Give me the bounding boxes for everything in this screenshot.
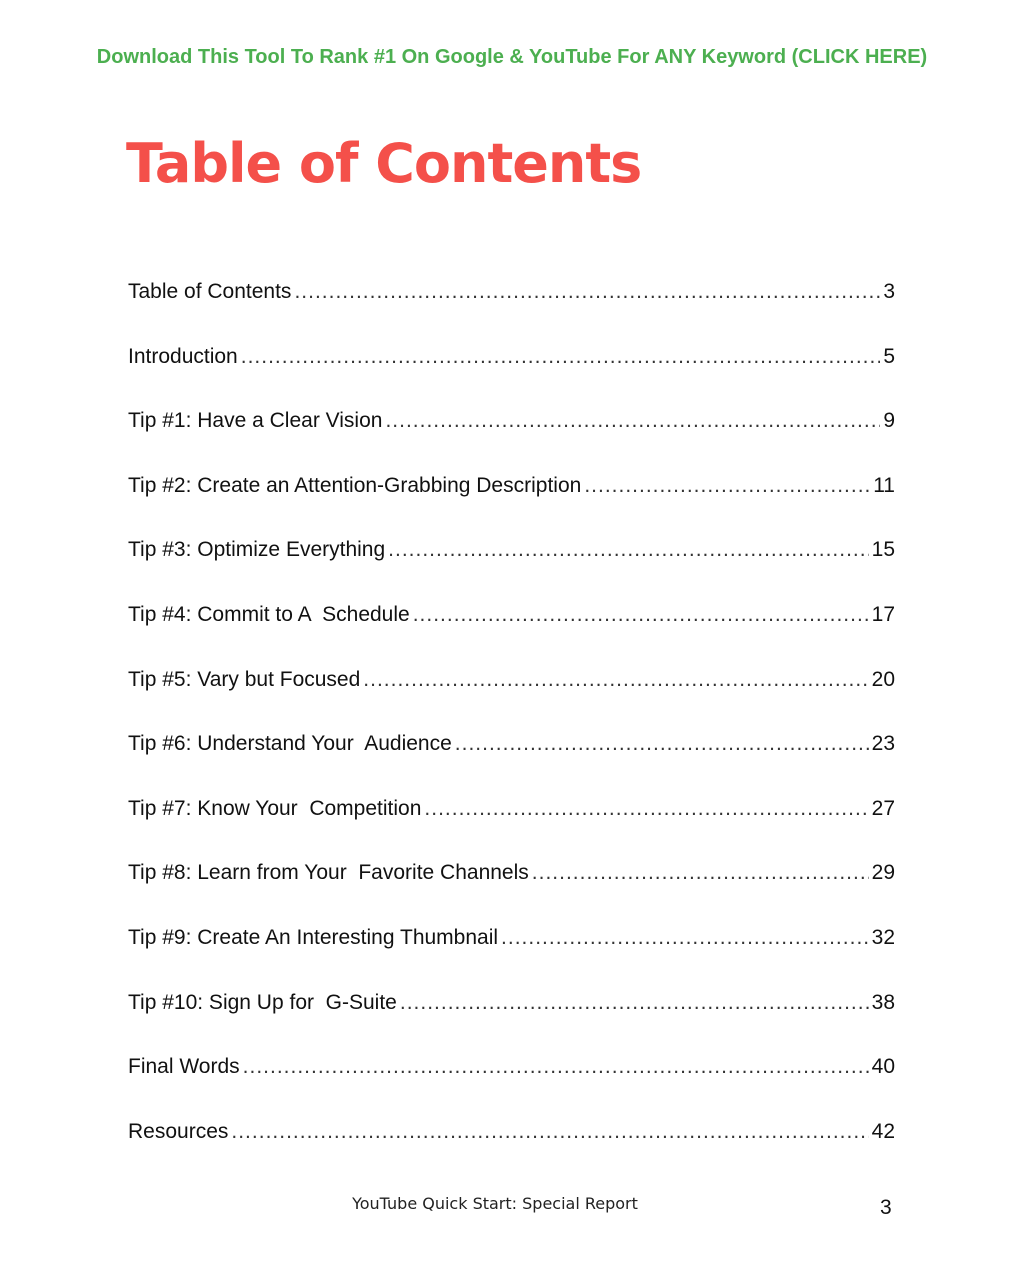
toc-entry-label: Tip #2: Create an Attention-Grabbing Description <box>128 473 582 497</box>
toc-entry-page: 29 <box>871 861 895 885</box>
footer-page-number: 3 <box>880 1196 892 1219</box>
toc-entry-label: Tip #7: Know Your Competition <box>128 796 422 820</box>
toc-entry-label: Final Words <box>128 1055 240 1079</box>
toc-entry[interactable] <box>128 1120 895 1185</box>
toc-entry-label: Tip #1: Have a Clear Vision <box>128 409 383 433</box>
table-of-contents <box>128 280 895 1184</box>
page-title: Table of Contents <box>126 132 642 195</box>
toc-entry[interactable] <box>128 861 895 926</box>
download-tool-link[interactable]: Download This Tool To Rank #1 On Google & YouTube For ANY Keyword (CLICK HERE) <box>96 46 928 68</box>
toc-entry[interactable] <box>128 409 895 474</box>
toc-entry-page: 32 <box>871 925 895 949</box>
toc-entry-page: 38 <box>871 990 895 1014</box>
toc-entry-page: 15 <box>871 538 895 562</box>
toc-leader-dots <box>388 538 868 562</box>
toc-entry-label: Tip #3: Optimize Everything <box>128 538 386 562</box>
toc-entry[interactable] <box>128 732 895 797</box>
toc-entry[interactable] <box>128 345 895 410</box>
toc-entry[interactable] <box>128 603 895 668</box>
toc-entry[interactable] <box>128 538 895 603</box>
toc-entry-page: 5 <box>883 344 895 368</box>
toc-entry-page: 3 <box>883 280 895 303</box>
toc-leader-dots <box>413 603 869 627</box>
toc-leader-dots <box>243 1055 869 1079</box>
toc-leader-dots <box>532 861 869 885</box>
toc-entry-label: Tip #9: Create An Interesting Thumbnail <box>128 925 499 949</box>
toc-leader-dots <box>584 474 870 498</box>
toc-entry-page: 20 <box>871 667 895 691</box>
toc-leader-dots <box>501 926 869 950</box>
toc-entry[interactable] <box>128 280 895 345</box>
toc-leader-dots <box>231 1120 868 1144</box>
toc-entry[interactable] <box>128 1055 895 1120</box>
toc-entry[interactable] <box>128 797 895 862</box>
toc-entry-page: 11 <box>873 473 895 497</box>
toc-entry-label: Tip #4: Commit to A Schedule <box>128 602 410 626</box>
footer-report-title: YouTube Quick Start: Special Report <box>352 1194 638 1213</box>
toc-entry-label: Tip #10: Sign Up for G-Suite <box>128 990 397 1014</box>
toc-entry[interactable] <box>128 991 895 1056</box>
toc-leader-dots <box>424 797 868 821</box>
toc-entry[interactable] <box>128 474 895 539</box>
toc-entry-page: 17 <box>871 602 895 626</box>
toc-entry-page: 9 <box>883 409 895 433</box>
toc-entry-page: 27 <box>871 796 895 820</box>
toc-entry-page: 40 <box>871 1055 895 1079</box>
toc-entry-label: Tip #6: Understand Your Audience <box>128 732 452 756</box>
toc-leader-dots <box>294 280 880 304</box>
toc-leader-dots <box>241 345 881 369</box>
toc-entry-page: 23 <box>871 732 895 756</box>
toc-leader-dots <box>385 409 880 433</box>
toc-entry-label: Table of Contents <box>128 280 292 303</box>
toc-leader-dots <box>455 732 869 756</box>
toc-entry-label: Resources <box>128 1119 229 1143</box>
toc-entry[interactable] <box>128 926 895 991</box>
toc-leader-dots <box>400 991 869 1015</box>
toc-leader-dots <box>363 668 868 692</box>
toc-entry[interactable] <box>128 668 895 733</box>
toc-entry-page: 42 <box>871 1119 895 1143</box>
toc-entry-label: Tip #5: Vary but Focused <box>128 667 361 691</box>
toc-entry-label: Tip #8: Learn from Your Favorite Channels <box>128 861 529 885</box>
toc-entry-label: Introduction <box>128 344 238 368</box>
